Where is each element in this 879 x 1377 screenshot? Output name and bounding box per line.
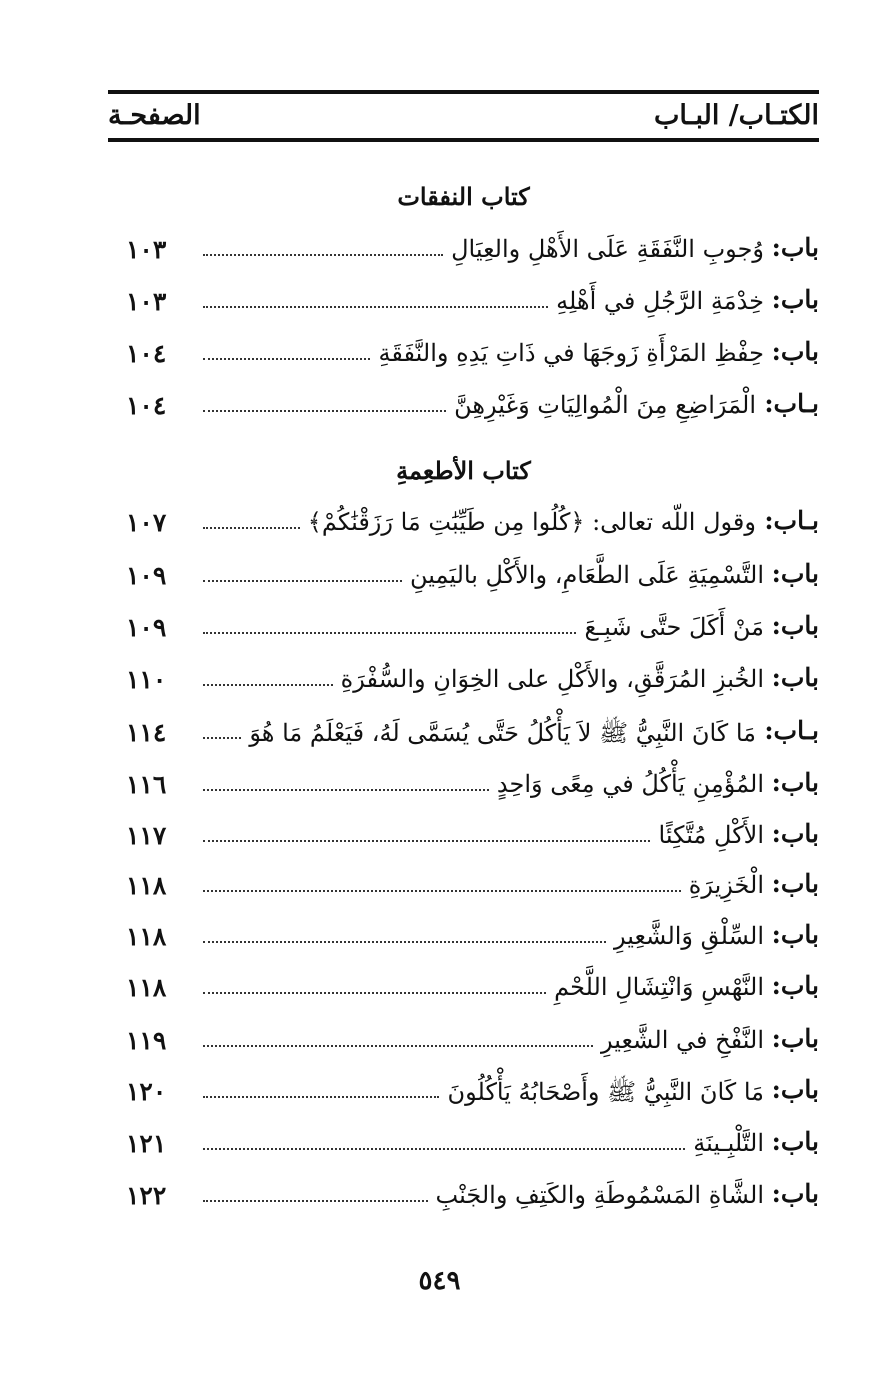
- entry-label: باب:: [771, 337, 819, 366]
- section-title-atima: كتاب الأطعِمةِ: [396, 456, 531, 485]
- toc-entry: [108, 605, 819, 655]
- toc-entry: [108, 279, 819, 329]
- toc-entry: [108, 553, 819, 603]
- entry-title: المُؤْمِنِ يَأْكُلُ في مِعًى وَاحِدٍ: [496, 770, 764, 798]
- dot-leader: [203, 840, 650, 842]
- entry-label: باب:: [771, 1024, 819, 1053]
- dot-leader: [203, 992, 546, 994]
- entry-page-number: ١١٨: [126, 871, 167, 900]
- entry-title: وقول اللّه تعالى: ﴿كُلُوا مِن طَيِّبَٰتِ مَا رَزَقْنَٰكُمْ﴾: [307, 508, 756, 536]
- header-top-rule: [108, 90, 819, 94]
- entry-page-number: ١١٩: [126, 1026, 167, 1055]
- entry-title: التَّسْمِيَةِ عَلَى الطَّعَامِ، والأَكْلِ باليَمِينِ: [409, 561, 764, 589]
- table-header: [108, 96, 819, 136]
- dot-leader: [203, 527, 300, 529]
- entry-title: وُجوبِ النَّفَقَةِ عَلَى الأَهْلِ والعِيَالِ: [451, 235, 764, 263]
- entry-page-number: ١١٨: [126, 922, 167, 951]
- dot-leader: [203, 1045, 593, 1047]
- dot-leader: [203, 941, 606, 943]
- toc-entry: [108, 227, 819, 277]
- entry-label: باب:: [771, 768, 819, 797]
- entry-title: الْخَزِيرَةِ: [688, 871, 764, 899]
- entry-title: مَنْ أَكَلَ حتَّى شَبِـعَ: [584, 613, 764, 641]
- toc-entry: [108, 1121, 819, 1171]
- toc-entry: [108, 383, 819, 433]
- entry-page-number: ١١٠: [126, 665, 167, 694]
- entry-page-number: ١٠٤: [126, 391, 167, 420]
- dot-leader: [203, 1148, 685, 1150]
- toc-entry: [108, 657, 819, 707]
- entry-label: باب:: [771, 819, 819, 848]
- entry-page-number: ١١٧: [126, 821, 167, 850]
- toc-entry: [108, 1069, 819, 1119]
- toc-entry: [108, 914, 819, 964]
- entry-page-number: ١٠٣: [126, 235, 167, 264]
- entry-title: النَّفْخِ في الشَّعِيرِ: [600, 1026, 764, 1054]
- entry-label: بـاب:: [764, 506, 819, 535]
- toc-entry: [108, 863, 819, 913]
- entry-title: الْمَرَاضِعِ مِنَ الْمُوالِيَاتِ وَغَيْرِهِنَّ: [454, 391, 756, 419]
- section-title-nafaqat: كتاب النفقات: [397, 182, 530, 211]
- dot-leader: [203, 358, 370, 360]
- toc-entry: [108, 1018, 819, 1068]
- entry-page-number: ١٠٤: [126, 339, 167, 368]
- dot-leader: [203, 789, 489, 791]
- toc-entry: [108, 710, 819, 760]
- entry-title: خِدْمَةِ الرَّجُلِ في أَهْلِهِ: [556, 287, 764, 315]
- entry-page-number: ١٠٧: [126, 508, 167, 537]
- entry-page-number: ١٠٩: [126, 613, 167, 642]
- toc-entry: [108, 965, 819, 1015]
- entry-label: باب:: [771, 285, 819, 314]
- dot-leader: [203, 1096, 439, 1098]
- entry-label: باب:: [771, 920, 819, 949]
- entry-label: باب:: [771, 559, 819, 588]
- dot-leader: [203, 410, 446, 412]
- entry-label: باب:: [771, 1179, 819, 1208]
- entry-label: باب:: [771, 869, 819, 898]
- dot-leader: [203, 254, 443, 256]
- header-bottom-rule: [108, 138, 819, 142]
- entry-page-number: ١٢٠: [126, 1077, 167, 1106]
- entry-label: باب:: [771, 1127, 819, 1156]
- entry-label: باب:: [771, 1075, 819, 1104]
- entry-page-number: ١٢١: [126, 1129, 167, 1158]
- entry-title: السِّلْقِ وَالشَّعِيرِ: [613, 922, 764, 950]
- entry-label: بـاب:: [764, 716, 819, 745]
- entry-page-number: ١١٨: [126, 973, 167, 1002]
- toc-entry: [108, 1173, 819, 1223]
- entry-page-number: ١٠٣: [126, 287, 167, 316]
- toc-entry: [108, 813, 819, 863]
- dot-leader: [203, 632, 576, 634]
- entry-title: النَّهْسِ وَانْتِشَالِ اللَّحْمِ: [554, 973, 764, 1001]
- entry-label: بـاب:: [764, 389, 819, 418]
- toc-entry: [108, 500, 819, 550]
- entry-label: باب:: [771, 233, 819, 262]
- entry-title: الشَّاةِ المَسْمُوطَةِ والكَتِفِ والجَنْبِ: [435, 1181, 764, 1209]
- entry-title: الأَكْلِ مُتَّكِئًا: [658, 821, 764, 849]
- dot-leader: [203, 737, 241, 739]
- page-number: ٥٤٩: [418, 1266, 461, 1296]
- entry-page-number: ١٠٩: [126, 561, 167, 590]
- entry-title: الخُبزِ المُرَقَّقِ، والأَكْلِ على الخِوَانِ والسُّفْرَةِ: [340, 665, 764, 693]
- toc-entry: [108, 331, 819, 381]
- entry-title: مَا كَانَ النَّبِيُّ ﷺ وأَصْحَابُهُ يَأْكُلُونَ: [447, 1078, 764, 1106]
- dot-leader: [203, 580, 402, 582]
- dot-leader: [203, 306, 548, 308]
- entry-title: حِفْظِ المَرْأَةِ زَوجَهَا في ذَاتِ يَدِهِ والنَّفَقَةِ: [378, 339, 764, 367]
- entry-page-number: ١١٦: [126, 770, 167, 799]
- entry-label: باب:: [771, 663, 819, 692]
- entry-page-number: ١١٤: [126, 718, 167, 747]
- entry-title: مَا كَانَ النَّبِيُّ ﷺ لاَ يَأْكُلُ حَتَّى يُسَمَّى لَهُ، فَيَعْلَمُ مَا هُوَ: [249, 719, 756, 747]
- dot-leader: [203, 890, 681, 892]
- entry-title: التَّلْبِـينَةِ: [693, 1129, 764, 1157]
- entry-label: باب:: [771, 971, 819, 1000]
- dot-leader: [203, 684, 333, 686]
- header-chapter-label: الكتـاب/ البـاب: [653, 100, 819, 131]
- entry-label: باب:: [771, 611, 819, 640]
- toc-entry: [108, 762, 819, 812]
- entry-page-number: ١٢٢: [126, 1181, 167, 1210]
- header-page-label: الصفحـة: [108, 100, 201, 131]
- dot-leader: [203, 1200, 428, 1202]
